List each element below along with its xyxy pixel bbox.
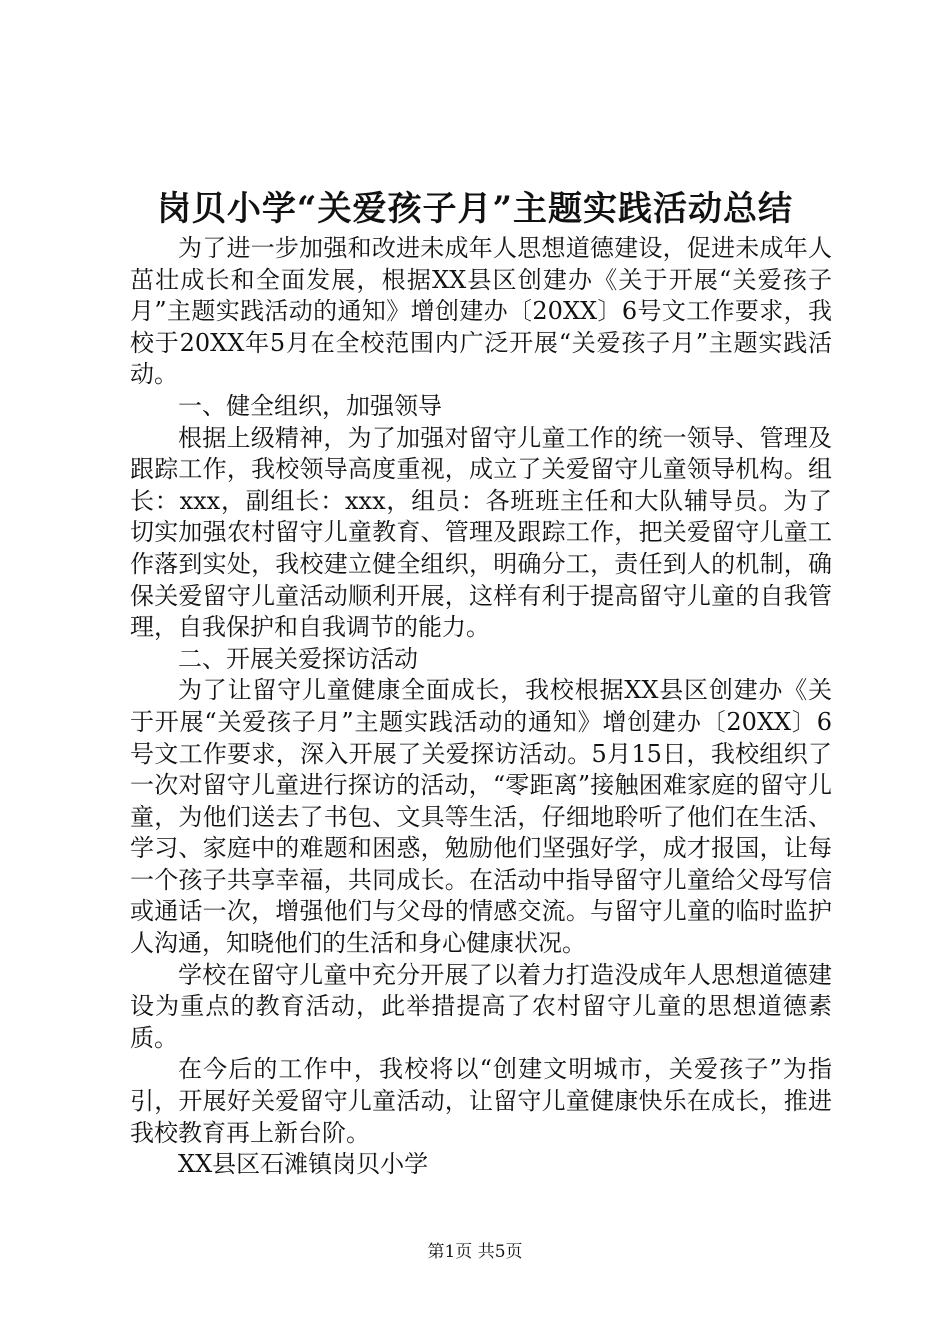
- section-2-paragraph: 为了让留守儿童健康全面成长，我校根据XX县区创建办《关于开展“关爱孩子月”主题实践活动的通知》增创建办〔20XX〕6号文工作要求，深入开展了关爱探访活动。5月15日，我校组织了一次对留守儿童进行探访的活动，“零距离”接触困难家庭的留守儿童，为他们送去了书包、文具等生活，仔细地聆听了他们在生活、学习、家庭中的难题和困惑，勉励他们坚强好学，成才报国，让每一个孩子共享幸福，共同成长。在活动中指导留守儿童给父母写信或通话一次，增强他们与父母的情感交流。与留守儿童的临时监护人沟通，知晓他们的生活和身心健康状况。: [130, 676, 832, 958]
- section-heading-2: 二、开展关爱探访活动: [178, 644, 418, 673]
- signature: XX县区石滩镇岗贝小学: [178, 1150, 429, 1179]
- education-paragraph: 学校在留守儿童中充分开展了以着力打造没成年人思想道德建设为重点的教育活动，此举措提高了农村留守儿童的思想道德素质。: [130, 960, 832, 1052]
- page-number-footer: 第1页 共5页: [427, 1242, 523, 1262]
- document-title: 岗贝小学“关爱孩子月”主题实践活动总结: [156, 189, 794, 229]
- section-1-paragraph: 根据上级精神，为了加强对留守儿童工作的统一领导、管理及跟踪工作，我校领导高度重视，成立了关爱留守儿童领导机构。组长：xxx，副组长：xxx，组员：各班班主任和大队辅导员。为了切实加强农村留守儿童教育、管理及跟踪工作，把关爱留守儿童工作落到实处，我校建立健全组织，明确分工，责任到人的机制，确保关爱留守儿童活动顺利开展，这样有利于提高留守儿童的自我管理，自我保护和自我调节的能力。: [130, 423, 832, 642]
- intro-paragraph: 为了进一步加强和改进未成年人思想道德建设，促进未成年人茁壮成长和全面发展，根据XX县区创建办《关于开展“关爱孩子月”主题实践活动的通知》增创建办〔20XX〕6号文工作要求，我校于20XX年5月在全校范围内广泛开展“关爱孩子月”主题实践活动。: [130, 234, 832, 389]
- conclusion-paragraph: 在今后的工作中，我校将以“创建文明城市，关爱孩子”为指引，开展好关爱留守儿童活动，让留守儿童健康快乐在成长，推进我校教育再上新台阶。: [130, 1055, 832, 1147]
- section-heading-1: 一、健全组织，加强领导: [178, 391, 442, 420]
- document-body: [130, 233, 832, 1181]
